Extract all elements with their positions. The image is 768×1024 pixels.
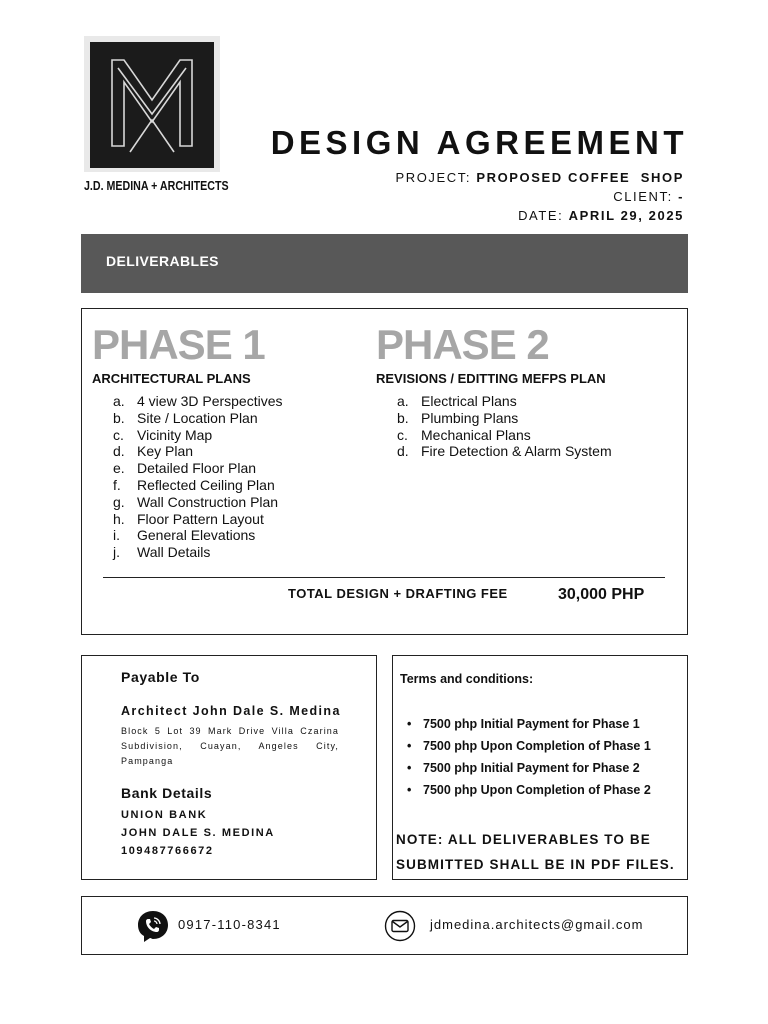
project-line <box>395 170 684 185</box>
list-item: a. 4 view 3D Perspectives <box>113 393 283 409</box>
list-item: j. Wall Details <box>113 544 211 561</box>
date-value: APRIL 29, 2025 <box>568 208 684 223</box>
deliverables-banner <box>81 234 688 293</box>
firm-logo <box>84 36 220 172</box>
bullet-icon: • <box>407 783 412 797</box>
payable-title: Payable To <box>121 669 200 685</box>
list-item: d. Key Plan <box>113 443 194 460</box>
phase-1-title: PHASE 1 <box>92 321 265 368</box>
list-item: f. Reflected Ceiling Plan <box>113 476 275 493</box>
phase-1-list <box>113 393 283 561</box>
client-value: - <box>678 189 684 204</box>
project-value: PROPOSED COFFEE SHOP <box>476 170 684 185</box>
fee-divider <box>103 577 665 578</box>
date-line <box>518 208 684 223</box>
bank-name: UNION BANK <box>121 809 208 821</box>
list-item: d. Fire Detection & Alarm System <box>397 443 612 460</box>
list-item: e. Detailed Floor Plan <box>113 460 257 477</box>
jdm-monogram-logo-icon <box>90 42 214 168</box>
list-item: b. Site / Location Plan <box>113 409 258 426</box>
client-label: CLIENT: <box>613 189 673 204</box>
terms-title: Terms and conditions: <box>400 672 534 686</box>
bullet-icon: • <box>407 717 412 731</box>
phase-2-subtitle: REVISIONS / EDITTING MEFPS PLAN <box>376 371 606 386</box>
bullet-icon: • <box>407 739 412 753</box>
list-item: • 7500 php Initial Payment for Phase 1 <box>407 713 651 735</box>
list-item: c. Mechanical Plans <box>397 426 531 443</box>
contact-bar <box>81 896 688 955</box>
list-item: h. Floor Pattern Layout <box>113 510 264 527</box>
deliverables-label: DELIVERABLES <box>106 253 219 269</box>
phase-2-title: PHASE 2 <box>376 321 549 368</box>
firm-name: J.D. MEDINA + ARCHITECTS <box>84 178 229 193</box>
list-item: g. Wall Construction Plan <box>113 493 279 510</box>
list-item: • 7500 php Upon Completion of Phase 1 <box>407 735 651 757</box>
total-fee-label: TOTAL DESIGN + DRAFTING FEE <box>288 586 508 601</box>
bullet-icon: • <box>407 761 412 775</box>
address: Block 5 Lot 39 Mark Drive Villa Czarina Subdivision, Cuayan, Angeles City, Pampanga <box>121 726 339 766</box>
pdf-note: NOTE: ALL DELIVERABLES TO BE SUBMITTED SHALL BE IN PDF FILES. <box>396 832 675 872</box>
account-number: 109487766672 <box>121 845 214 857</box>
mail-icon <box>384 910 416 942</box>
viber-phone-icon <box>136 909 170 943</box>
list-item: c. Vicinity Map <box>113 426 213 443</box>
email-address[interactable]: jdmedina.architects@gmail.com <box>430 917 644 932</box>
account-name: JOHN DALE S. MEDINA <box>121 827 275 839</box>
architect-name: Architect John Dale S. Medina <box>121 704 341 718</box>
payable-section <box>81 655 377 880</box>
date-label: DATE: <box>518 208 564 223</box>
list-item: a. Electrical Plans <box>397 393 517 409</box>
phone-number[interactable]: 0917-110-8341 <box>178 917 281 932</box>
total-fee-value: 30,000 PHP <box>558 586 645 603</box>
list-item: • 7500 php Initial Payment for Phase 2 <box>407 757 651 779</box>
list-item: i. General Elevations <box>113 527 256 544</box>
bank-details-title: Bank Details <box>121 785 213 801</box>
terms-section <box>392 655 688 880</box>
phases-section <box>81 308 688 635</box>
document-title: DESIGN AGREEMENT <box>270 124 688 161</box>
list-item: b. Plumbing Plans <box>397 409 519 426</box>
project-label: PROJECT: <box>395 170 472 185</box>
client-line <box>613 189 684 204</box>
terms-list <box>407 713 651 801</box>
phase-1-subtitle: ARCHITECTURAL PLANS <box>92 371 251 386</box>
list-item: • 7500 php Upon Completion of Phase 2 <box>407 779 651 801</box>
phase-2-list <box>397 393 612 460</box>
